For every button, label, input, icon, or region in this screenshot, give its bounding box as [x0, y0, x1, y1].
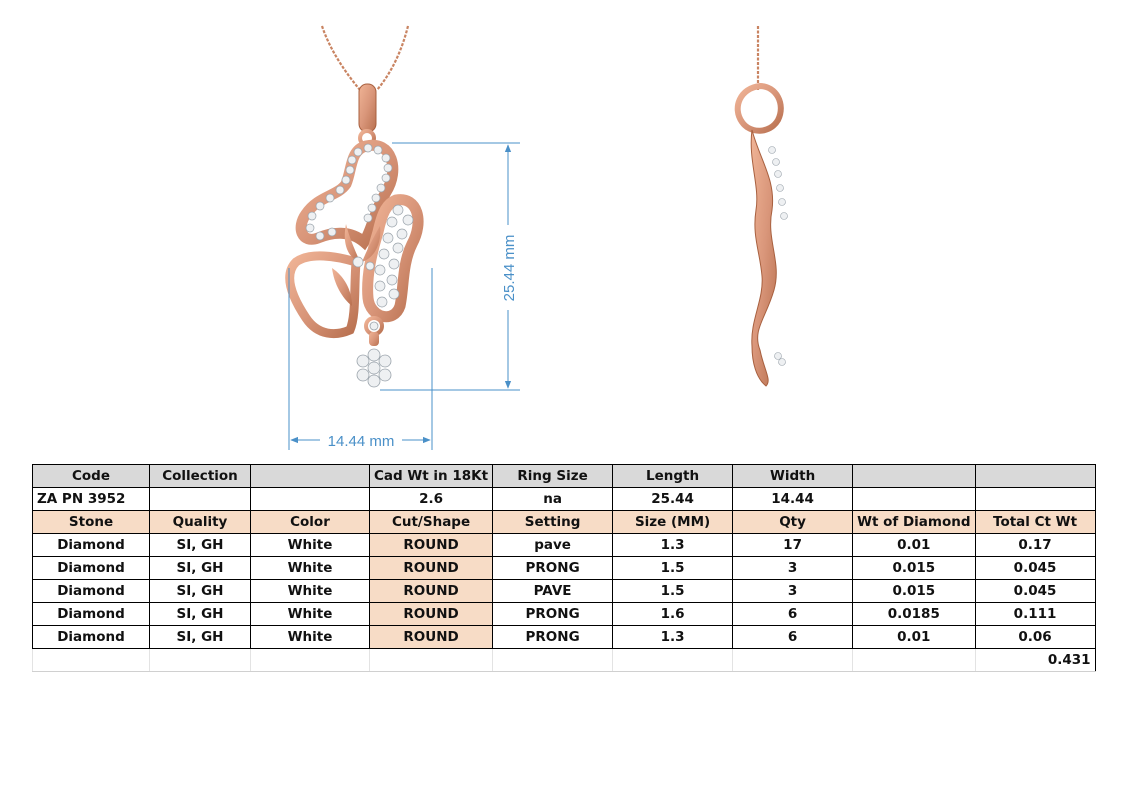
table-cell: Ring Size [493, 465, 613, 488]
table-cell [251, 488, 370, 511]
table-cell: Diamond [33, 603, 150, 626]
table-cell: SI, GH [150, 580, 251, 603]
table-cell: White [251, 557, 370, 580]
table-cell: 0.17 [975, 534, 1095, 557]
table-cell: 3 [733, 580, 853, 603]
table-row [33, 580, 1096, 603]
table-cell: Setting [493, 511, 613, 534]
table-cell: ZA PN 3952 [33, 488, 150, 511]
empty-cell [150, 649, 251, 672]
table-cell [150, 488, 251, 511]
table-cell: Cad Wt in 18Kt [370, 465, 493, 488]
table-cell: 25.44 [613, 488, 733, 511]
height-dimension-label: 25.44 mm [501, 234, 518, 302]
table-cell: Width [733, 465, 853, 488]
table-cell: na [493, 488, 613, 511]
empty-cell [370, 649, 493, 672]
table-cell: Quality [150, 511, 251, 534]
empty-cell [493, 649, 613, 672]
table-cell: White [251, 534, 370, 557]
table-cell [853, 465, 975, 488]
chain [322, 26, 408, 90]
table-cell: Stone [33, 511, 150, 534]
table-cell: Color [251, 511, 370, 534]
star-drop [357, 322, 391, 387]
table-cell: ROUND [370, 534, 493, 557]
table-cell: ROUND [370, 603, 493, 626]
table-cell: 0.01 [853, 626, 975, 649]
table-cell: Collection [150, 465, 251, 488]
table-cell: White [251, 580, 370, 603]
empty-cell [613, 649, 733, 672]
table-cell: 0.015 [853, 580, 975, 603]
table-cell: 1.5 [613, 557, 733, 580]
table-cell: Diamond [33, 626, 150, 649]
table-cell: ROUND [370, 626, 493, 649]
table-cell: White [251, 626, 370, 649]
table-cell: PRONG [493, 557, 613, 580]
empty-cell [33, 649, 150, 672]
table-cell [251, 465, 370, 488]
table-cell [975, 465, 1095, 488]
table-cell: 0.111 [975, 603, 1095, 626]
bail [359, 84, 376, 132]
table-cell [975, 488, 1095, 511]
table-cell: 14.44 [733, 488, 853, 511]
table-cell: Diamond [33, 580, 150, 603]
total-row [33, 649, 1096, 672]
table-cell: ROUND [370, 580, 493, 603]
table-cell: Size (MM) [613, 511, 733, 534]
table-row [33, 557, 1096, 580]
table-cell: Code [33, 465, 150, 488]
table-cell: Diamond [33, 534, 150, 557]
table-cell: SI, GH [150, 557, 251, 580]
table-cell: SI, GH [150, 603, 251, 626]
pendant-side-view [738, 26, 788, 386]
table-cell [853, 488, 975, 511]
table-cell: Total Ct Wt [975, 511, 1095, 534]
table-cell: PRONG [493, 626, 613, 649]
total-ct-wt-value: 0.431 [975, 649, 1095, 672]
width-dimension-label: 14.44 mm [327, 433, 395, 450]
header-row [33, 465, 1096, 488]
table-cell: 0.045 [975, 557, 1095, 580]
table-cell: 6 [733, 626, 853, 649]
table-cell: SI, GH [150, 534, 251, 557]
table-row [33, 603, 1096, 626]
table-cell: pave [493, 534, 613, 557]
table-row [33, 626, 1096, 649]
table-cell: 0.045 [975, 580, 1095, 603]
table-cell: 1.6 [613, 603, 733, 626]
table-cell: ROUND [370, 557, 493, 580]
specification-table [32, 464, 1096, 672]
table-row [33, 534, 1096, 557]
table-cell: Wt of Diamond [853, 511, 975, 534]
table-cell: 6 [733, 603, 853, 626]
table-cell: 1.3 [613, 534, 733, 557]
table-cell: PAVE [493, 580, 613, 603]
table-cell: 0.06 [975, 626, 1095, 649]
table-cell: Length [613, 465, 733, 488]
table-cell: PRONG [493, 603, 613, 626]
table-cell: 17 [733, 534, 853, 557]
table-cell: 0.015 [853, 557, 975, 580]
empty-cell [733, 649, 853, 672]
table-cell: Cut/Shape [370, 511, 493, 534]
table-cell: 1.3 [613, 626, 733, 649]
table-cell: 1.5 [613, 580, 733, 603]
table-cell: Diamond [33, 557, 150, 580]
table-cell: 2.6 [370, 488, 493, 511]
product-values-row [33, 488, 1096, 511]
table-cell: 3 [733, 557, 853, 580]
stone-header-row [33, 511, 1096, 534]
table-cell: White [251, 603, 370, 626]
table-cell: 0.0185 [853, 603, 975, 626]
table-cell: 0.01 [853, 534, 975, 557]
pendant-front-view [290, 26, 418, 387]
empty-cell [251, 649, 370, 672]
empty-cell [853, 649, 975, 672]
table-cell: SI, GH [150, 626, 251, 649]
table-cell: Qty [733, 511, 853, 534]
